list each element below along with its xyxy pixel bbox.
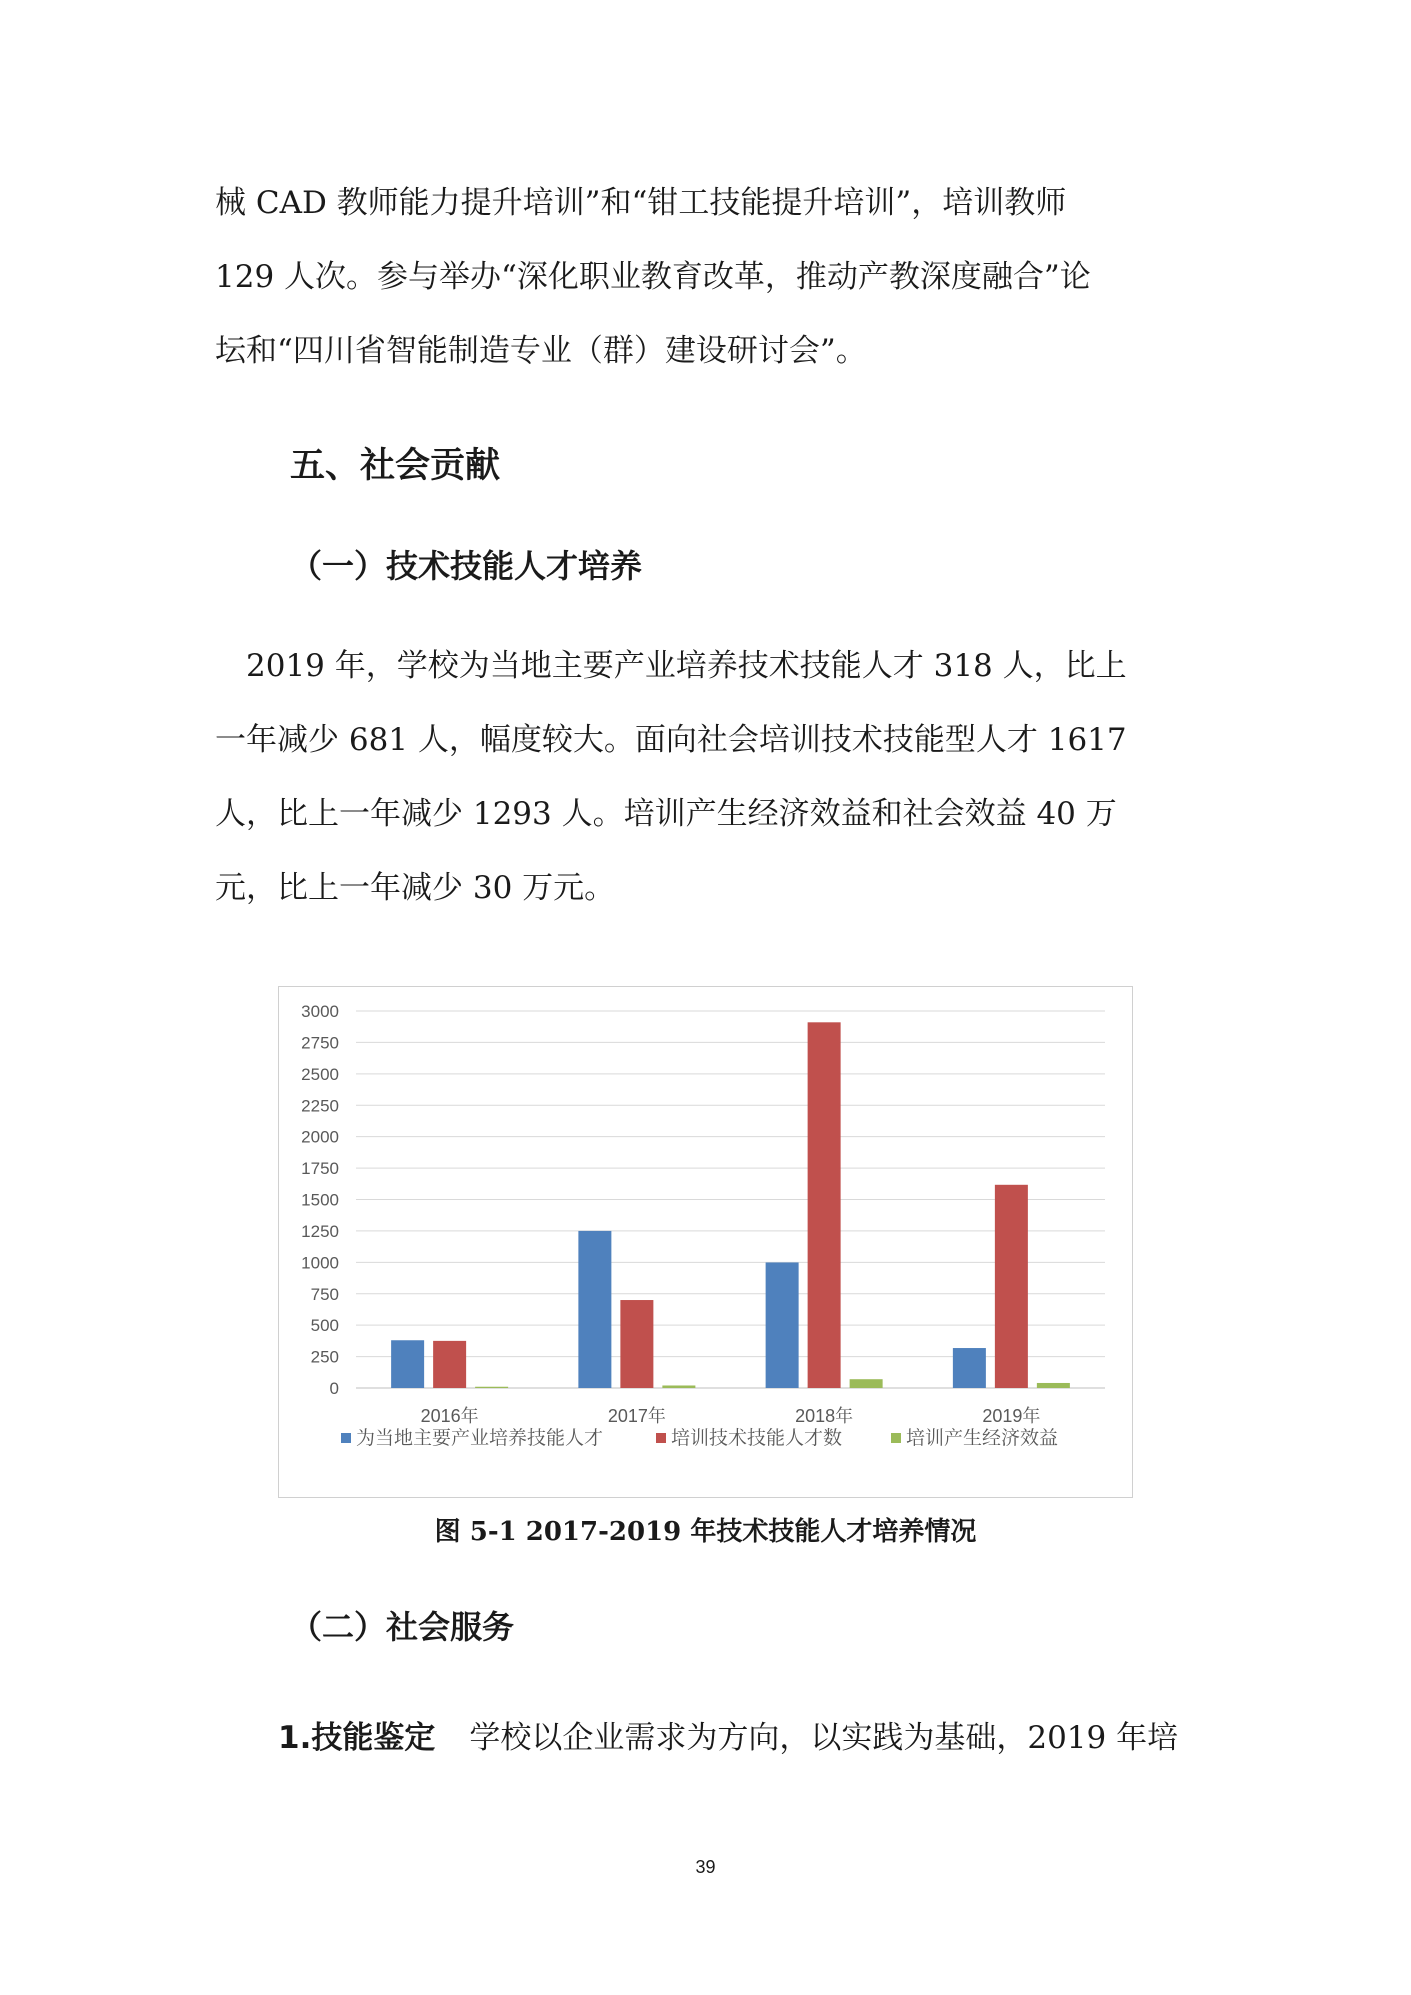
bar-3 (662, 1385, 695, 1388)
y-tick-label: 250 (310, 1347, 339, 1367)
y-tick-label: 500 (310, 1316, 339, 1336)
y-tick-label: 1250 (301, 1221, 339, 1241)
y-tick-label: 1750 (301, 1159, 339, 1179)
legend-label: 为当地主要产业培养技能人才 (356, 1427, 604, 1449)
subheading-talent-training: （一）技术技能人才培养 (290, 547, 643, 585)
bar-2 (620, 1300, 653, 1388)
legend-swatch (656, 1433, 666, 1443)
bar-3 (850, 1379, 883, 1388)
y-tick-label: 0 (329, 1379, 339, 1398)
x-tick-label: 2018年 (795, 1406, 854, 1426)
bar-1 (766, 1262, 799, 1388)
section-heading: 五、社会贡献 (290, 446, 501, 486)
x-tick-label: 2016年 (420, 1406, 479, 1426)
legend-label: 培训产生经济效益 (906, 1427, 1059, 1449)
y-tick-label: 2500 (301, 1064, 339, 1084)
chart-container (278, 986, 1133, 1498)
body-line-3: 人，比上一年减少 1293 人。培训产生经济效益和社会效益 40 万 (215, 796, 1117, 832)
body-line-4: 元，比上一年减少 30 万元。 (215, 870, 616, 906)
bar-1 (578, 1231, 611, 1388)
skill-lead: 1.技能鉴定 (278, 1720, 436, 1756)
bar-2 (808, 1022, 841, 1388)
y-tick-label: 2000 (301, 1127, 339, 1147)
subheading-social-service: （二）社会服务 (290, 1608, 515, 1646)
body-line-2: 一年减少 681 人，幅度较大。面向社会培训技术技能型人才 1617 (215, 722, 1127, 758)
legend-swatch (341, 1433, 351, 1443)
bar-1 (391, 1340, 424, 1388)
y-tick-label: 2250 (301, 1096, 339, 1116)
skill-text: 学校以企业需求为方向，以实践为基础，2019 年培 (469, 1720, 1179, 1756)
skill-paragraph (278, 1712, 1178, 1757)
x-tick-label: 2019年 (982, 1406, 1041, 1426)
bar-2 (995, 1185, 1028, 1388)
page-number: 39 (695, 1857, 716, 1877)
legend-label: 培训技术技能人才数 (671, 1427, 843, 1449)
y-tick-label: 3000 (301, 1002, 339, 1021)
bar-chart (279, 987, 1131, 1496)
y-tick-label: 2750 (301, 1033, 339, 1053)
legend-swatch (891, 1433, 901, 1443)
figure-caption: 图 5-1 2017-2019 年技术技能人才培养情况 (434, 1517, 977, 1547)
bar-2 (433, 1341, 466, 1388)
bar-3 (1037, 1383, 1070, 1388)
body-line-1: 2019 年，学校为当地主要产业培养技术技能人才 318 人，比上 (215, 648, 1127, 684)
y-tick-label: 1000 (301, 1253, 339, 1273)
y-tick-label: 1500 (301, 1190, 339, 1210)
bar-3 (475, 1387, 508, 1388)
bar-1 (953, 1348, 986, 1388)
x-tick-label: 2017年 (607, 1406, 666, 1426)
intro-line-2: 129 人次。参与举办“深化职业教育改革，推动产教深度融合”论 (215, 259, 1091, 295)
intro-line-1: 械 CAD 教师能力提升培训”和“钳工技能提升培训”，培训教师 (215, 185, 1067, 221)
y-tick-label: 750 (310, 1284, 339, 1304)
intro-line-3: 坛和“四川省智能制造专业（群）建设研讨会”。 (215, 333, 867, 369)
